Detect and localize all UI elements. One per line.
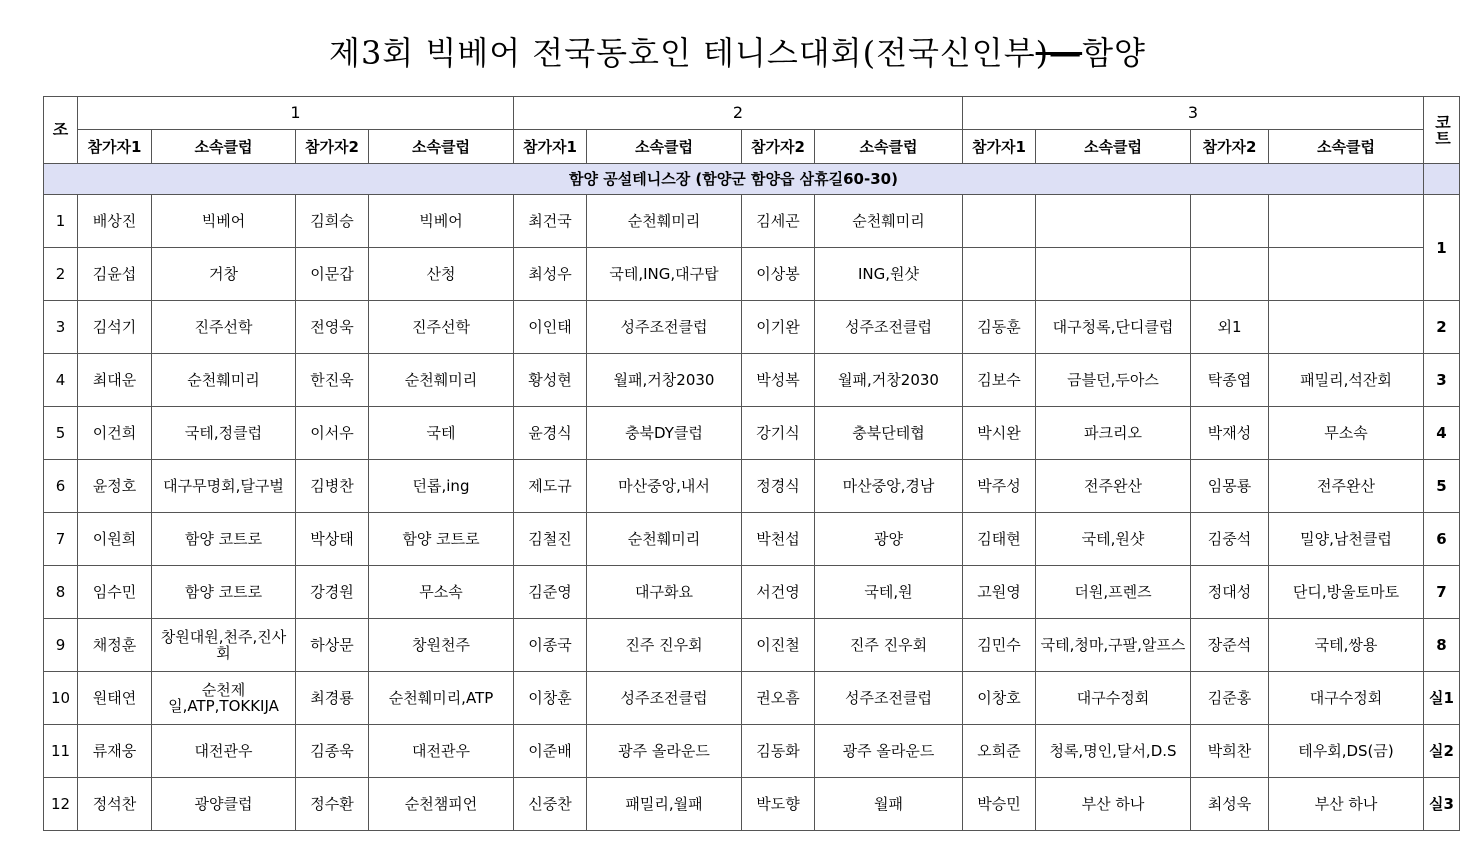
court-cell: 6	[1424, 513, 1460, 566]
g3-participant1-cell	[963, 248, 1036, 301]
g2-club2-cell: 충북단테협	[815, 407, 963, 460]
g1-club1-cell: 광양클럽	[152, 778, 296, 831]
title-tail: 함양	[1082, 34, 1146, 72]
g1-club2-cell: 대전관우	[369, 725, 514, 778]
g3-participant2-cell: 정대성	[1191, 566, 1269, 619]
g3-club2-cell: 테우회,DS(금)	[1269, 725, 1424, 778]
court-cell: 1	[1424, 195, 1460, 301]
g3-club1-cell	[1036, 195, 1191, 248]
g2-club1-cell: 국테,ING,대구탑	[587, 248, 742, 301]
g1-participant2-cell: 김종욱	[296, 725, 369, 778]
g3-participant2-cell	[1191, 195, 1269, 248]
g3-participant1-cell: 박주성	[963, 460, 1036, 513]
g1-participant2-cell: 하상문	[296, 619, 369, 672]
g1-club1-cell: 순천훼미리	[152, 354, 296, 407]
g2-club1-cell: 패밀리,월패	[587, 778, 742, 831]
row-number: 10	[44, 672, 78, 725]
g2-club2-cell: 순천훼미리	[815, 195, 963, 248]
g1-participant1-cell: 최대운	[78, 354, 152, 407]
col-header-p1: 참가자1	[963, 130, 1036, 164]
g2-participant2-cell: 박천섭	[742, 513, 815, 566]
g2-participant2-cell: 이기완	[742, 301, 815, 354]
g1-club1-cell: 순천제일,ATP,TOKKIJA	[152, 672, 296, 725]
g1-club2-cell: 함양 코트로	[369, 513, 514, 566]
g1-participant2-cell: 한진욱	[296, 354, 369, 407]
g3-participant2-cell: 외1	[1191, 301, 1269, 354]
g3-club2-cell	[1269, 248, 1424, 301]
g2-participant1-cell: 김준영	[514, 566, 587, 619]
row-number: 2	[44, 248, 78, 301]
row-number: 4	[44, 354, 78, 407]
g3-club1-cell: 청록,명인,달서,D.S	[1036, 725, 1191, 778]
jo-header: 조	[44, 97, 78, 164]
court-cell: 5	[1424, 460, 1460, 513]
column-header-row	[44, 130, 1460, 164]
g3-club2-cell: 무소속	[1269, 407, 1424, 460]
g1-participant2-cell: 박상태	[296, 513, 369, 566]
g1-participant2-cell: 김병찬	[296, 460, 369, 513]
g3-participant1-cell: 김동훈	[963, 301, 1036, 354]
g3-participant2-cell: 장준석	[1191, 619, 1269, 672]
court-cell: 8	[1424, 619, 1460, 672]
g2-participant1-cell: 제도규	[514, 460, 587, 513]
g2-participant2-cell: 김세곤	[742, 195, 815, 248]
g2-club2-cell: 성주조전클럽	[815, 672, 963, 725]
table-row	[44, 460, 1460, 513]
g2-club2-cell: 성주조전클럽	[815, 301, 963, 354]
court-header: 코트	[1424, 97, 1460, 164]
g1-participant2-cell: 이서우	[296, 407, 369, 460]
g3-participant2-cell	[1191, 248, 1269, 301]
g2-participant1-cell: 김철진	[514, 513, 587, 566]
g2-participant1-cell: 윤경식	[514, 407, 587, 460]
g2-club1-cell: 마산중앙,내서	[587, 460, 742, 513]
row-number: 12	[44, 778, 78, 831]
g1-participant1-cell: 임수민	[78, 566, 152, 619]
g2-participant2-cell: 권오흠	[742, 672, 815, 725]
g3-participant1-cell: 고원영	[963, 566, 1036, 619]
g1-club1-cell: 빅베어	[152, 195, 296, 248]
col-header-club: 소속클럽	[152, 130, 296, 164]
g3-club2-cell: 단디,방울토마토	[1269, 566, 1424, 619]
col-header-club: 소속클럽	[369, 130, 514, 164]
venue-label: 함양 공설테니스장 (함양군 함양읍 삼휴길60-30)	[44, 164, 1424, 195]
g2-participant1-cell: 최성우	[514, 248, 587, 301]
table-row	[44, 672, 1460, 725]
g2-participant1-cell: 이종국	[514, 619, 587, 672]
g3-club1-cell: 대구수정회	[1036, 672, 1191, 725]
g1-participant1-cell: 채정훈	[78, 619, 152, 672]
g1-participant1-cell: 정석찬	[78, 778, 152, 831]
table-row	[44, 301, 1460, 354]
g3-club1-cell: 대구청록,단디클럽	[1036, 301, 1191, 354]
g3-club1-cell: 더원,프렌즈	[1036, 566, 1191, 619]
court-cell: 실2	[1424, 725, 1460, 778]
g3-club2-cell: 대구수정회	[1269, 672, 1424, 725]
g2-club1-cell: 순천훼미리	[587, 513, 742, 566]
g3-participant2-cell: 최성욱	[1191, 778, 1269, 831]
g2-club2-cell: 진주 진우회	[815, 619, 963, 672]
g2-participant2-cell: 이진철	[742, 619, 815, 672]
g3-participant1-cell: 박시완	[963, 407, 1036, 460]
g3-club1-cell: 국테,원샷	[1036, 513, 1191, 566]
table-row	[44, 619, 1460, 672]
g3-club2-cell: 부산 하나	[1269, 778, 1424, 831]
g1-club2-cell: 순천훼미리,ATP	[369, 672, 514, 725]
g1-club2-cell: 빅베어	[369, 195, 514, 248]
g1-participant2-cell: 이문갑	[296, 248, 369, 301]
group-header-row	[44, 97, 1460, 130]
g1-participant2-cell: 김희승	[296, 195, 369, 248]
g1-participant2-cell: 전영욱	[296, 301, 369, 354]
g3-club2-cell: 패밀리,석잔회	[1269, 354, 1424, 407]
col-header-club: 소속클럽	[815, 130, 963, 164]
group-header-2: 2	[514, 97, 963, 130]
g2-participant1-cell: 이준배	[514, 725, 587, 778]
g3-participant1-cell: 박승민	[963, 778, 1036, 831]
g2-participant2-cell: 이상봉	[742, 248, 815, 301]
g1-participant1-cell: 윤정호	[78, 460, 152, 513]
g1-club1-cell: 함양 코트로	[152, 513, 296, 566]
col-header-p2: 참가자2	[1191, 130, 1269, 164]
g1-participant1-cell: 원태연	[78, 672, 152, 725]
g1-participant1-cell: 이건희	[78, 407, 152, 460]
g1-club2-cell: 산청	[369, 248, 514, 301]
g2-participant2-cell: 박도향	[742, 778, 815, 831]
row-number: 6	[44, 460, 78, 513]
court-cell: 7	[1424, 566, 1460, 619]
g2-club1-cell: 대구화요	[587, 566, 742, 619]
g1-club2-cell: 창원천주	[369, 619, 514, 672]
g3-participant1-cell: 김보수	[963, 354, 1036, 407]
g2-participant2-cell: 박성복	[742, 354, 815, 407]
g2-club2-cell: ING,원샷	[815, 248, 963, 301]
g1-club1-cell: 진주선학	[152, 301, 296, 354]
g3-participant2-cell: 김중석	[1191, 513, 1269, 566]
court-cell: 실1	[1424, 672, 1460, 725]
g1-club2-cell: 순천챔피언	[369, 778, 514, 831]
table-row	[44, 407, 1460, 460]
g2-participant1-cell: 이인태	[514, 301, 587, 354]
g1-participant1-cell: 이원희	[78, 513, 152, 566]
table-row	[44, 778, 1460, 831]
g1-participant1-cell: 류재웅	[78, 725, 152, 778]
g3-club2-cell: 밀양,남천클럽	[1269, 513, 1424, 566]
court-cell: 3	[1424, 354, 1460, 407]
g2-participant2-cell: 서건영	[742, 566, 815, 619]
g2-club1-cell: 성주조전클럽	[587, 301, 742, 354]
g3-participant2-cell: 김준홍	[1191, 672, 1269, 725]
col-header-p2: 참가자2	[296, 130, 369, 164]
g2-club1-cell: 성주조전클럽	[587, 672, 742, 725]
g2-club1-cell: 광주 올라운드	[587, 725, 742, 778]
group-header-1: 1	[78, 97, 514, 130]
table-row	[44, 566, 1460, 619]
court-cell: 4	[1424, 407, 1460, 460]
g2-club2-cell: 광양	[815, 513, 963, 566]
g3-participant1-cell: 김태현	[963, 513, 1036, 566]
g3-participant1-cell: 김민수	[963, 619, 1036, 672]
g1-club2-cell: 던롭,ing	[369, 460, 514, 513]
g2-participant2-cell: 김동화	[742, 725, 815, 778]
g1-club1-cell: 거창	[152, 248, 296, 301]
col-header-p1: 참가자1	[514, 130, 587, 164]
table-row	[44, 513, 1460, 566]
row-number: 11	[44, 725, 78, 778]
title-strike: )—	[1035, 34, 1083, 72]
col-header-p2: 참가자2	[742, 130, 815, 164]
g1-club2-cell: 국테	[369, 407, 514, 460]
g3-club1-cell: 금블던,두아스	[1036, 354, 1191, 407]
g2-club1-cell: 충북DY클럽	[587, 407, 742, 460]
g1-club1-cell: 창원대원,천주,진사회	[152, 619, 296, 672]
court-cell: 2	[1424, 301, 1460, 354]
venue-row	[44, 164, 1460, 195]
col-header-p1: 참가자1	[78, 130, 152, 164]
g3-club1-cell: 부산 하나	[1036, 778, 1191, 831]
g2-club1-cell: 월패,거창2030	[587, 354, 742, 407]
g1-club1-cell: 국테,정클럽	[152, 407, 296, 460]
col-header-club: 소속클럽	[1036, 130, 1191, 164]
g1-participant1-cell: 김윤섭	[78, 248, 152, 301]
g1-club2-cell: 진주선학	[369, 301, 514, 354]
bracket-table	[43, 96, 1460, 831]
g1-club1-cell: 함양 코트로	[152, 566, 296, 619]
g3-participant1-cell: 오희준	[963, 725, 1036, 778]
g2-club2-cell: 월패,거창2030	[815, 354, 963, 407]
g1-participant2-cell: 최경룡	[296, 672, 369, 725]
g3-participant2-cell: 박희찬	[1191, 725, 1269, 778]
g3-club1-cell: 국테,청마,구팔,알프스	[1036, 619, 1191, 672]
table-row	[44, 195, 1460, 248]
row-number: 7	[44, 513, 78, 566]
col-header-club: 소속클럽	[587, 130, 742, 164]
g2-club2-cell: 마산중앙,경남	[815, 460, 963, 513]
g1-participant1-cell: 배상진	[78, 195, 152, 248]
g3-club2-cell	[1269, 301, 1424, 354]
g1-club1-cell: 대구무명회,달구벌	[152, 460, 296, 513]
g2-club2-cell: 월패	[815, 778, 963, 831]
col-header-club: 소속클럽	[1269, 130, 1424, 164]
g2-participant2-cell: 정경식	[742, 460, 815, 513]
g3-participant2-cell: 탁종엽	[1191, 354, 1269, 407]
g2-participant1-cell: 황성현	[514, 354, 587, 407]
row-number: 8	[44, 566, 78, 619]
g3-club2-cell: 국테,쌍용	[1269, 619, 1424, 672]
g1-participant2-cell: 강경원	[296, 566, 369, 619]
g1-club2-cell: 무소속	[369, 566, 514, 619]
title-main: 제3회 빅베어 전국동호인 테니스대회(전국신인부	[329, 34, 1036, 72]
g2-participant2-cell: 강기식	[742, 407, 815, 460]
g3-club2-cell	[1269, 195, 1424, 248]
row-number: 3	[44, 301, 78, 354]
row-number: 5	[44, 407, 78, 460]
g3-participant2-cell: 박재성	[1191, 407, 1269, 460]
row-number: 9	[44, 619, 78, 672]
g2-club1-cell: 진주 진우회	[587, 619, 742, 672]
g3-club1-cell	[1036, 248, 1191, 301]
g2-participant1-cell: 신중찬	[514, 778, 587, 831]
court-gap	[1424, 164, 1460, 195]
g1-club1-cell: 대전관우	[152, 725, 296, 778]
g3-club1-cell: 전주완산	[1036, 460, 1191, 513]
g2-club2-cell: 국테,원	[815, 566, 963, 619]
g2-participant1-cell: 최건국	[514, 195, 587, 248]
g3-participant2-cell: 임몽룡	[1191, 460, 1269, 513]
table-row	[44, 248, 1460, 301]
g3-club2-cell: 전주완산	[1269, 460, 1424, 513]
g1-participant1-cell: 김석기	[78, 301, 152, 354]
g2-participant1-cell: 이창훈	[514, 672, 587, 725]
g2-club2-cell: 광주 올라운드	[815, 725, 963, 778]
g3-participant1-cell	[963, 195, 1036, 248]
g3-participant1-cell: 이창호	[963, 672, 1036, 725]
g1-club2-cell: 순천훼미리	[369, 354, 514, 407]
g1-participant2-cell: 정수환	[296, 778, 369, 831]
row-number: 1	[44, 195, 78, 248]
page-title	[0, 28, 1475, 74]
table-row	[44, 725, 1460, 778]
g2-club1-cell: 순천훼미리	[587, 195, 742, 248]
group-header-3: 3	[963, 97, 1424, 130]
g3-club1-cell: 파크리오	[1036, 407, 1191, 460]
table-row	[44, 354, 1460, 407]
court-cell: 실3	[1424, 778, 1460, 831]
